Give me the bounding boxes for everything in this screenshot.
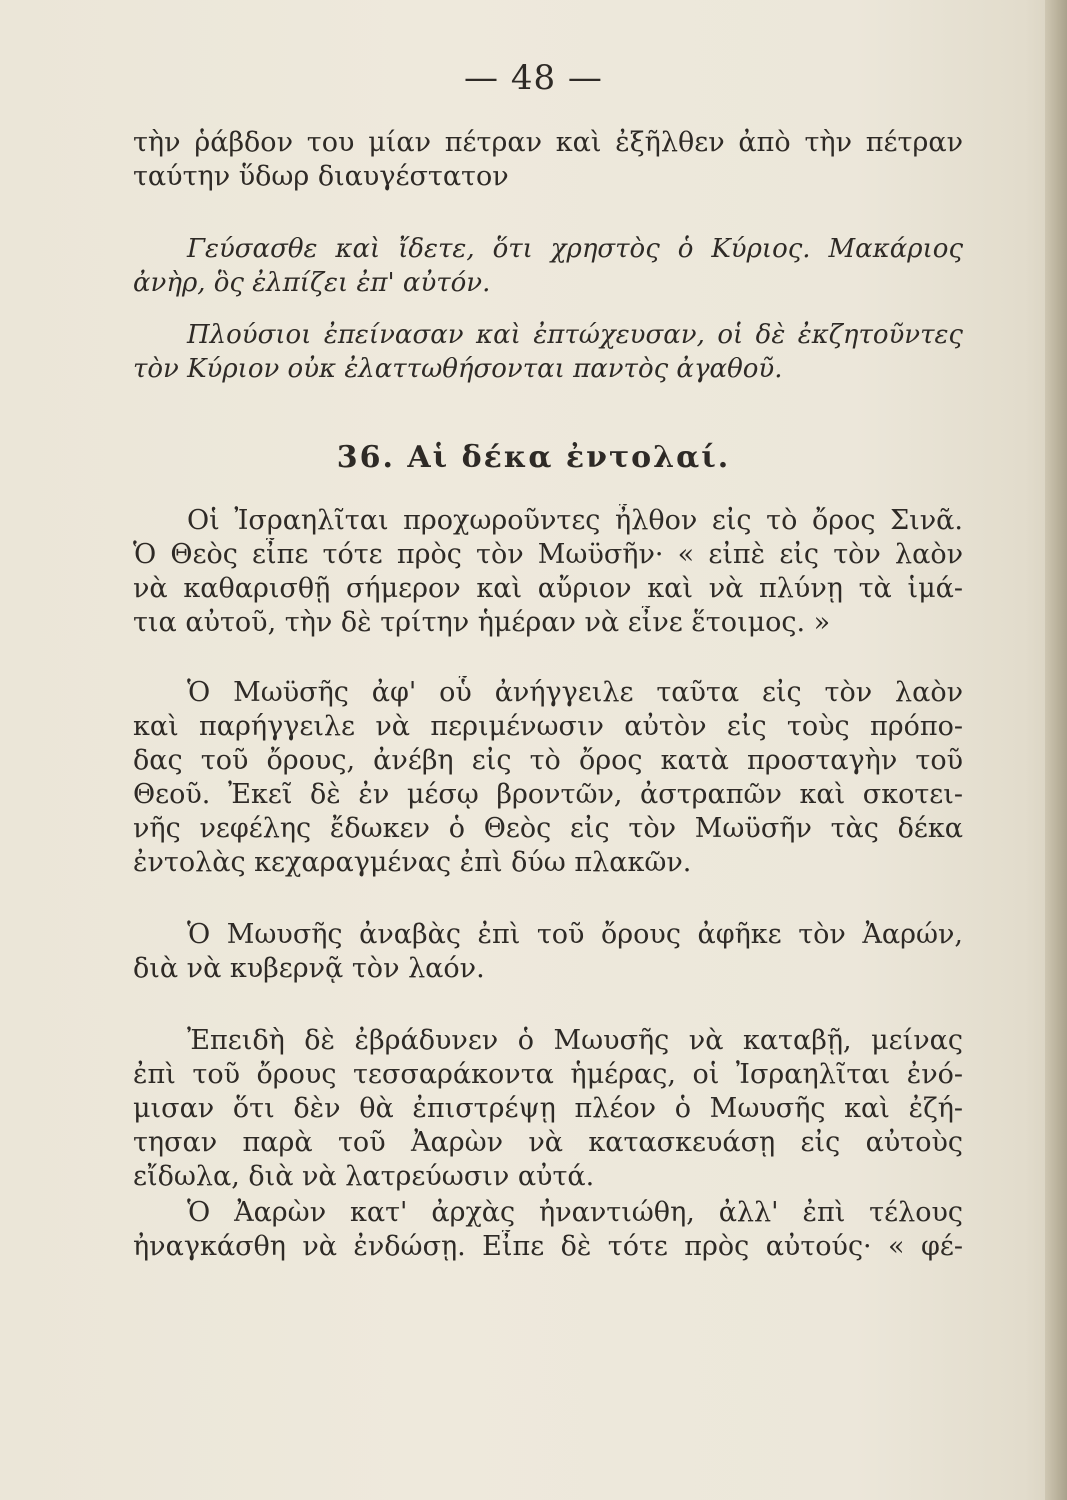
paragraph-3: [133, 918, 963, 986]
text-line: τὴν ῥάβδον του μίαν πέτραν καὶ ἐξῆλθεν ἀπὸ τὴν πέτραν: [133, 127, 963, 158]
text-line: Γεύσασθε καὶ ἴδετε, ὅτι χρηστὸς ὁ Κύριος. Μακάριος: [187, 234, 963, 264]
page-number: — 48 —: [464, 58, 603, 98]
text-line: Πλούσιοι ἐπείνασαν καὶ ἐπτώχευσαν, οἱ δὲ ἐκζητοῦντες: [187, 320, 963, 350]
text-line: νῆς νεφέλης ἔδωκεν ὁ Θεὸς εἰς τὸν Μωϋσῆν τὰς δέκα: [133, 813, 963, 844]
text-line: ἐντολὰς κεχαραγμένας ἐπὶ δύω πλακῶν.: [133, 847, 692, 878]
paragraph-5: [133, 1196, 963, 1264]
paragraph-2: [133, 676, 963, 880]
text-line: ἀνὴρ, ὃς ἐλπίζει ἐπ' αὐτόν.: [133, 268, 491, 298]
text-line: καὶ παρήγγειλε νὰ περιμένωσιν αὐτὸν εἰς τοὺς πρόπο-: [133, 711, 963, 742]
text-line: Ὁ Μωυσῆς ἀναβὰς ἐπὶ τοῦ ὄρους ἀφῆκε τὸν Ἀαρών,: [187, 919, 963, 950]
text-line: τὸν Κύριον οὐκ ἐλαττωθήσονται παντὸς ἀγαθοῦ.: [133, 354, 783, 384]
section-heading: 36. Αἱ δέκα ἐντολαί.: [336, 440, 731, 475]
text-line: τησαν παρὰ τοῦ Ἀαρὼν νὰ κατασκευάσῃ εἰς αὐτοὺς: [133, 1127, 963, 1158]
text-line: ἐπὶ τοῦ ὄρους τεσσαράκοντα ἡμέρας, οἱ Ἰσραηλῖται ἐνό-: [133, 1059, 963, 1090]
text-line: νὰ καθαρισθῇ σήμερον καὶ αὔριον καὶ νὰ πλύνῃ τὰ ἱμά-: [133, 573, 963, 604]
text-line: δας τοῦ ὄρους, ἀνέβη εἰς τὸ ὄρος κατὰ προσταγὴν τοῦ: [133, 745, 963, 776]
paragraph-4: [133, 1024, 963, 1194]
text-line: Ὁ Θεὸς εἶπε τότε πρὸς τὸν Μωϋσῆν· « εἰπὲ εἰς τὸν λαὸν: [133, 539, 963, 570]
text-line: τια αὐτοῦ, τὴν δὲ τρίτην ἡμέραν νὰ εἶνε ἕτοιμος. »: [133, 607, 831, 638]
continuation-paragraph: [133, 126, 963, 194]
text-line: Ὁ Ἀαρὼν κατ' ἀρχὰς ἠναντιώθη, ἀλλ' ἐπὶ τέλους: [187, 1197, 963, 1228]
paragraph-1: [133, 504, 963, 640]
text-line: μισαν ὅτι δὲν θὰ ἐπιστρέψῃ πλέον ὁ Μωυσῆς καὶ ἐζή-: [133, 1093, 963, 1124]
text-line: Ἐπειδὴ δὲ ἐβράδυνεν ὁ Μωυσῆς νὰ καταβῇ, μείνας: [187, 1025, 963, 1056]
text-line: ταύτην ὕδωρ διαυγέστατον: [133, 161, 509, 192]
book-spine-edge: [1045, 0, 1067, 1500]
verse-quote-2: [133, 318, 963, 386]
text-line: Οἱ Ἰσραηλῖται προχωροῦντες ἦλθον εἰς τὸ ὄρος Σινᾶ.: [187, 505, 963, 536]
text-line: Ὁ Μωϋσῆς ἀφ' οὗ ἀνήγγειλε ταῦτα εἰς τὸν λαὸν: [187, 677, 963, 708]
text-line: διὰ νὰ κυβερνᾷ τὸν λαόν.: [133, 953, 485, 984]
text-line: Θεοῦ. Ἐκεῖ δὲ ἐν μέσῳ βροντῶν, ἀστραπῶν καὶ σκοτει-: [133, 779, 963, 810]
verse-quote-1: [133, 232, 963, 300]
text-line: ἠναγκάσθη νὰ ἐνδώσῃ. Εἶπε δὲ τότε πρὸς αὐτούς· « φέ-: [133, 1231, 963, 1262]
text-line: εἴδωλα, διὰ νὰ λατρεύωσιν αὐτά.: [133, 1161, 595, 1192]
